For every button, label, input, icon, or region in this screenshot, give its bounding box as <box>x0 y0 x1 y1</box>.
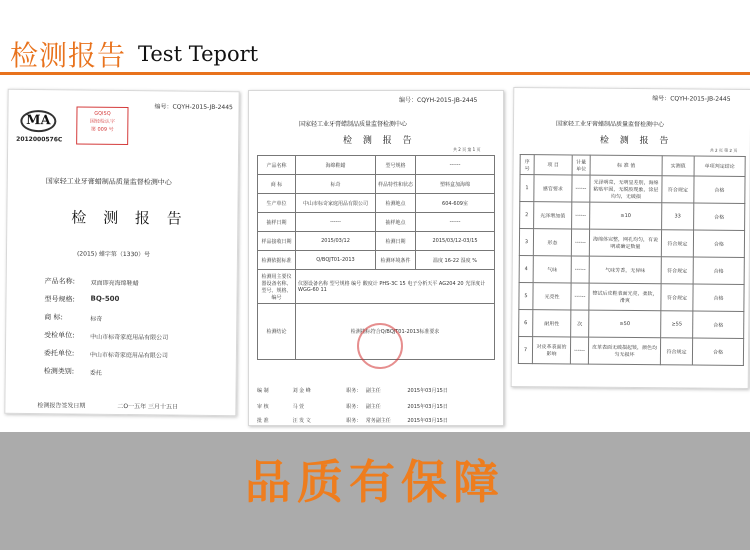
field-label: 型号规格: <box>44 295 75 304</box>
table-cell: 合格 <box>693 257 744 284</box>
table-cell: 皮革表面无破损起皱，颜色均匀无损坏 <box>588 337 660 365</box>
field-label: 产品名称: <box>44 277 76 286</box>
table-cell: 1 <box>520 175 534 202</box>
field-value: 中山市标奇家庭用品有限公司 <box>89 351 168 360</box>
stamp-line: GQISQ <box>94 110 111 117</box>
column-header: 单项判定结论 <box>694 156 745 176</box>
header-title-cn: 检测报告 <box>10 39 127 72</box>
table-cell: 符合规定 <box>660 338 692 365</box>
table-cell: 仪器设备名称 型号规格 编号 酸度计 PHS-3C 15 电子分析天平 AG204 20 光泽度计 WGG-60 11 <box>296 270 495 304</box>
table-header-row <box>520 155 745 177</box>
table-cell: 符合规定 <box>661 284 693 311</box>
field-value: BQ-500 <box>90 294 120 303</box>
banner-slogan: 品质有保障 <box>245 455 505 509</box>
table-row <box>519 283 744 312</box>
table-cell: 型号规格 <box>376 156 416 175</box>
field-value: 双面即亮海绵鞋蜡 <box>90 279 139 288</box>
table-cell: 感官要求 <box>534 175 572 202</box>
table-cell: 4 <box>519 256 533 283</box>
report-cover-sheet <box>4 89 239 416</box>
report-reference: (2015) 蜡字第（1330）号 <box>76 250 151 259</box>
report-results-sheet <box>511 87 750 389</box>
table-cell: 6 <box>519 310 533 337</box>
table-cell: 符合规定 <box>662 176 694 203</box>
page-header <box>0 0 750 78</box>
header-title-en: Test Teport <box>138 42 259 66</box>
field-value: 标奇 <box>90 315 103 323</box>
field-label: 检测类别: <box>43 367 75 376</box>
quality-banner <box>0 432 750 550</box>
table-cell: ------ <box>571 229 589 256</box>
table-cell: 光泽增加值 <box>534 202 572 229</box>
table-row <box>258 213 495 232</box>
table-cell: ------ <box>296 213 376 232</box>
field-value: 委托 <box>89 369 102 377</box>
table-row <box>258 156 495 175</box>
table-row <box>520 175 745 204</box>
table-cell: 检测地点 <box>376 194 416 213</box>
certification-stamp <box>76 107 128 146</box>
table-cell: 耐用性 <box>533 310 571 337</box>
cma-logo: MA <box>20 110 56 132</box>
table-row <box>519 256 744 285</box>
field-label: 委托单位: <box>43 349 75 358</box>
table-cell: 检测依据标准 <box>258 251 296 270</box>
table-row <box>258 175 495 194</box>
center-name: 国家轻工业牙膏蜡制品质量监督检测中心 <box>555 120 665 129</box>
table-cell: 2015/03/12-03/15 <box>416 232 495 251</box>
signature-row: 批 准 汪 发 文 职务： 常务副主任 2015年03月15日 <box>257 418 448 424</box>
field-label: 商 标: <box>44 313 63 322</box>
table-cell: 3 <box>519 229 533 256</box>
field-label: 受检单位: <box>44 331 75 340</box>
table-cell: 检测环境条件 <box>376 251 416 270</box>
signature-row: 审 核 马 萱 职务： 副主任 2015年03月15日 <box>257 404 448 410</box>
report-number: 编号：CQYH-2015-JB-2445 <box>652 95 731 103</box>
table-cell: 7 <box>518 337 532 364</box>
table-cell: 气味芳香，无异味 <box>589 256 661 284</box>
table-cell: 样品特性和状态 <box>376 175 416 194</box>
table-cell: 符合规定 <box>661 230 693 257</box>
table-cell: 抽样地点 <box>376 213 416 232</box>
report-title: 检 测 报 告 <box>343 136 416 146</box>
table-cell: 检测用主要仪器设备名称、型号、规格、编号 <box>258 270 296 304</box>
table-cell: 合格 <box>694 176 745 203</box>
table-cell: 擦试后皮鞋表面光亮，柔软，滑爽 <box>589 283 661 311</box>
table-cell: 光泽明亮，无明显差别，海绵粘贴牢固，无脱胶现象，涂层均匀，无破损 <box>590 175 662 203</box>
column-header: 项 目 <box>534 155 572 175</box>
table-cell: 5 <box>519 283 533 310</box>
table-row <box>258 194 495 213</box>
report-number: 编号：CQYH-2015-JB-2445 <box>154 103 233 112</box>
column-header: 实测值 <box>662 156 694 176</box>
table-cell: 合格 <box>692 338 743 365</box>
table-cell: ------ <box>571 283 589 310</box>
table-cell: ------ <box>572 175 590 202</box>
table-cell: 光亮性 <box>533 283 571 310</box>
table-row <box>258 251 495 270</box>
table-cell: ------ <box>570 337 588 364</box>
table-row <box>518 337 743 366</box>
table-row <box>520 202 745 231</box>
table-cell: 塑料盒加海绵 <box>416 175 495 194</box>
table-cell: 符合规定 <box>661 257 693 284</box>
report-title: 检 测 报 告 <box>599 135 673 147</box>
report-detail-sheet <box>248 90 504 426</box>
table-cell: ------ <box>571 256 589 283</box>
table-cell: 海绵鞋蜡 <box>296 156 376 175</box>
table-cell: 次 <box>571 310 589 337</box>
center-name: 国家轻工业牙膏蜡制品质量监督检测中心 <box>299 121 408 128</box>
table-row <box>258 232 495 251</box>
table-cell: 对皮革表面的影响 <box>532 337 570 364</box>
report-title: 检 测 报 告 <box>71 208 188 228</box>
issue-date: 二O一五年 三月十五日 <box>117 402 179 411</box>
stamp-line: 国轻检认字 <box>89 118 115 125</box>
table-cell: 合格 <box>693 230 744 257</box>
table-cell: ≥10 <box>590 202 662 230</box>
official-seal <box>357 323 403 369</box>
table-row <box>519 229 744 258</box>
table-cell: ------ <box>416 156 495 175</box>
table-cell: 604-609室 <box>416 194 495 213</box>
center-name: 国家轻工业牙膏蜡制品质量监督检测中心 <box>45 177 172 187</box>
table-cell: 2015/03/12 <box>296 232 376 251</box>
table-cell: 气味 <box>533 256 571 283</box>
table-row <box>519 310 744 339</box>
table-cell: 检测指标符合Q/BQJT01-2013标准要求 <box>296 304 495 360</box>
issue-date-label: 检测报告签发日期 <box>37 402 86 410</box>
table-cell: 2 <box>520 202 534 229</box>
table-cell: ≥50 <box>589 310 661 338</box>
table-cell: 海绵体完整，网孔均匀，有说明或确定数量 <box>589 229 661 257</box>
table-cell: 产品名称 <box>258 156 296 175</box>
column-header: 计量单位 <box>572 155 590 175</box>
signature-row: 编 制 刘 金 峰 职务： 副主任 2015年03月15日 <box>257 388 448 394</box>
table-cell: 商 标 <box>258 175 296 194</box>
stamp-line: 第 009 号 <box>90 126 114 133</box>
table-row <box>258 270 495 304</box>
table-cell: Q/BQJT01-2013 <box>296 251 376 270</box>
table-cell: 标奇 <box>296 175 376 194</box>
table-cell: 生产单位 <box>258 194 296 213</box>
table-cell: 33 <box>662 203 694 230</box>
table-cell: 形态 <box>533 229 571 256</box>
field-value: 中山市标奇家庭用品有限公司 <box>90 333 169 342</box>
table-cell: 检测结论 <box>258 304 296 360</box>
table-cell: 温度 16-22 湿度 % <box>416 251 495 270</box>
table-cell: ------ <box>572 202 590 229</box>
page-indicator: 共 2 页 第 2 页 <box>709 147 738 153</box>
table-cell: 合格 <box>693 311 744 338</box>
report-number: 编号：CQYH-2015-JB-2445 <box>399 97 478 104</box>
column-header: 序号 <box>520 155 534 175</box>
table-cell: 合格 <box>693 284 744 311</box>
table-cell: ------ <box>416 213 495 232</box>
table-cell: ≥55 <box>661 311 693 338</box>
page-indicator: 共 2 页 第 1 页 <box>453 147 481 152</box>
table-cell: 中山市标奇家庭用品有限公司 <box>296 194 376 213</box>
results-table <box>518 154 746 366</box>
column-header: 标 准 值 <box>590 155 662 176</box>
table-cell: 检测日期 <box>376 232 416 251</box>
table-cell: 抽样日期 <box>258 213 296 232</box>
table-cell: 合格 <box>694 203 745 230</box>
cma-code: 2012000576C <box>16 135 63 144</box>
header-divider <box>0 72 750 75</box>
table-cell: 样品接收日期 <box>258 232 296 251</box>
